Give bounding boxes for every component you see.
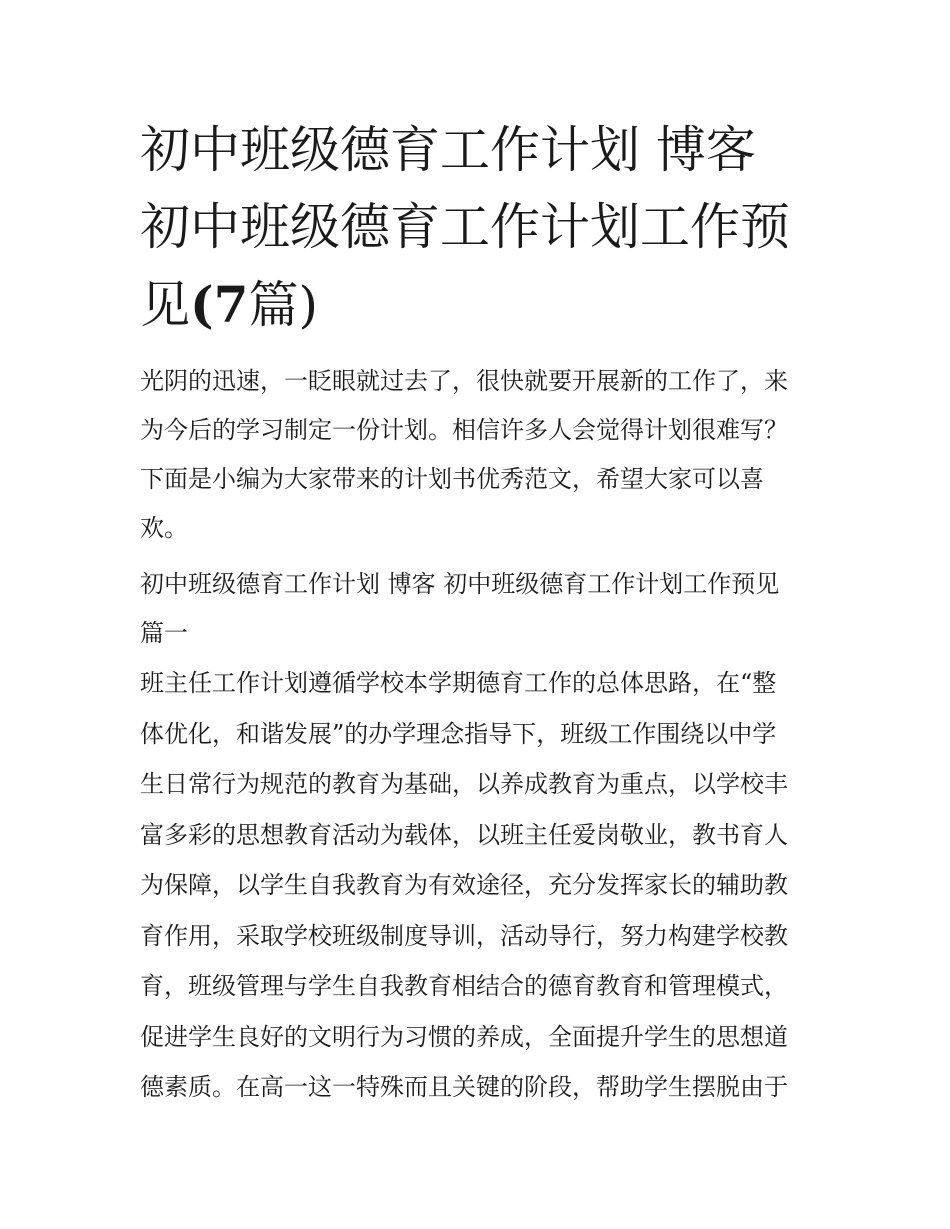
intro-line: 为今后的学习制定一份计划。相信许多人会觉得计划很难写？	[140, 416, 788, 444]
body-line: 班主任工作计划遵循学校本学期德育工作的总体思路，在“整	[140, 669, 777, 697]
body-line: 育，班级管理与学生自我教育相结合的德育教育和管理模式，	[140, 972, 788, 1000]
title-line-2: 初中班级德育工作计划工作预	[140, 198, 790, 256]
body-line: 为保障，以学生自我教育为有效途径，充分发挥家长的辅助教	[140, 871, 788, 899]
body-line: 体优化，和谐发展”的办学理念指导下，班级工作围绕以中学	[140, 719, 777, 748]
body-line: 促进学生良好的文明行为习惯的养成，全面提升学生的思想道	[140, 1022, 788, 1051]
title-line-3-suffix: 篇)	[248, 276, 318, 334]
section-heading-line: 篇一	[140, 619, 188, 647]
section-heading-line: 初中班级德育工作计划 博客 初中班级德育工作计划工作预见	[140, 570, 780, 598]
intro-line: 下面是小编为大家带来的计划书优秀范文，希望大家可以喜	[140, 465, 764, 493]
body-paragraph	[140, 658, 830, 1113]
body-line: 育作用，采取学校班级制度导训，活动导行，努力构建学校教	[140, 921, 788, 950]
body-line: 富多彩的思想教育活动为载体，以班主任爱岗敬业，教书育人	[140, 820, 788, 849]
body-line: 生日常行为规范的教育为基础，以养成教育为重点，以学校丰	[140, 770, 788, 798]
title-line-3-prefix: 见	[140, 276, 190, 334]
section-heading	[140, 560, 830, 658]
intro-line: 欢。	[140, 514, 188, 542]
intro-paragraph	[140, 357, 830, 553]
body-line: 德素质。在高一这一特殊而且关键的阶段，帮助学生摆脱由于	[140, 1073, 788, 1101]
document-title	[140, 112, 830, 344]
title-line-1: 初中班级德育工作计划 博客	[140, 121, 756, 179]
intro-line: 光阴的迅速，一眨眼就过去了，很快就要开展新的工作了，来	[140, 367, 788, 395]
title-line-3	[140, 266, 830, 344]
title-count: (7	[190, 275, 249, 334]
